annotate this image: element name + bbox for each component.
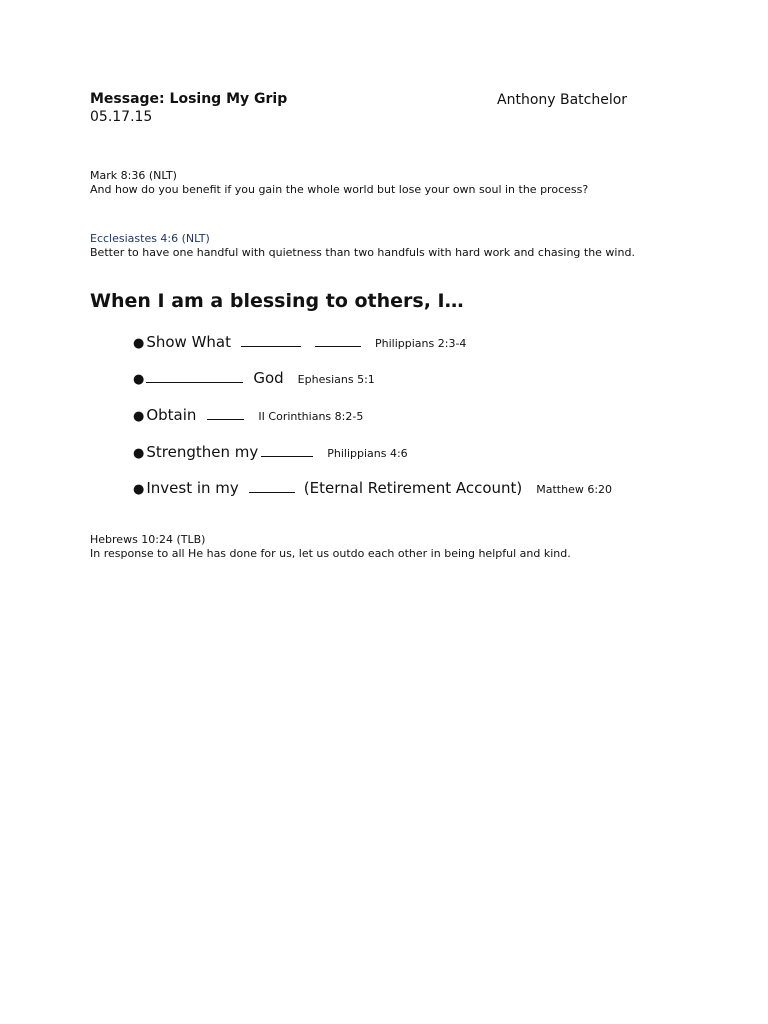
bullet-text: Invest in my — [146, 479, 239, 497]
scripture-reference-hebrews — [90, 533, 571, 561]
bullet-item — [133, 333, 466, 355]
verse-reference: Ephesians 5:1 — [297, 373, 375, 386]
verse-reference: Matthew 6:20 — [536, 483, 613, 496]
fill-in-blank[interactable] — [261, 444, 313, 457]
scripture-citation: Hebrews 10:24 (TLB) — [90, 533, 206, 546]
scripture-citation: Mark 8:36 (NLT) — [90, 169, 177, 182]
bullet-dot-icon: ● — [133, 446, 145, 461]
bullet-text: (Eternal Retirement Account) — [303, 479, 523, 497]
scripture-text: In response to all He has done for us, let us outdo each other in being helpful and kind. — [90, 547, 571, 560]
bullet-dot-icon: ● — [133, 482, 145, 497]
bullet-item — [133, 406, 363, 428]
bullet-item — [133, 443, 408, 465]
verse-reference: Philippians 2:3-4 — [375, 337, 467, 350]
scripture-text: Better to have one handful with quietness than two handfuls with hard work and chasing the wind. — [90, 246, 635, 259]
scripture-text: And how do you benefit if you gain the whole world but lose your own soul in the process? — [90, 183, 589, 196]
author-name: Anthony Batchelor — [497, 92, 628, 108]
scripture-reference-ecclesiastes — [90, 232, 635, 260]
bullet-text: Show What — [146, 333, 231, 351]
fill-in-blank[interactable] — [315, 334, 361, 347]
fill-in-blank[interactable] — [241, 334, 301, 347]
fill-in-blank[interactable] — [207, 407, 244, 420]
fill-in-blank[interactable] — [249, 480, 295, 493]
scripture-citation: Ecclesiastes 4:6 (NLT) — [90, 232, 210, 245]
bullet-text: God — [253, 369, 284, 387]
bullet-text: Obtain — [146, 406, 197, 424]
section-heading: When I am a blessing to others, I… — [90, 290, 464, 312]
verse-reference: Philippians 4:6 — [327, 447, 408, 460]
fill-in-blank[interactable] — [146, 370, 243, 383]
message-date: 05.17.15 — [90, 109, 153, 125]
scripture-reference-mark — [90, 169, 588, 197]
bullet-item — [133, 369, 375, 391]
bullet-dot-icon: ● — [133, 409, 145, 424]
bullet-dot-icon: ● — [133, 372, 145, 387]
bullet-text: Strengthen my — [146, 443, 259, 461]
message-title: Message: Losing My Grip — [90, 91, 288, 107]
bullet-dot-icon: ● — [133, 336, 145, 351]
bullet-item — [133, 479, 612, 501]
verse-reference: II Corinthians 8:2-5 — [258, 410, 364, 423]
